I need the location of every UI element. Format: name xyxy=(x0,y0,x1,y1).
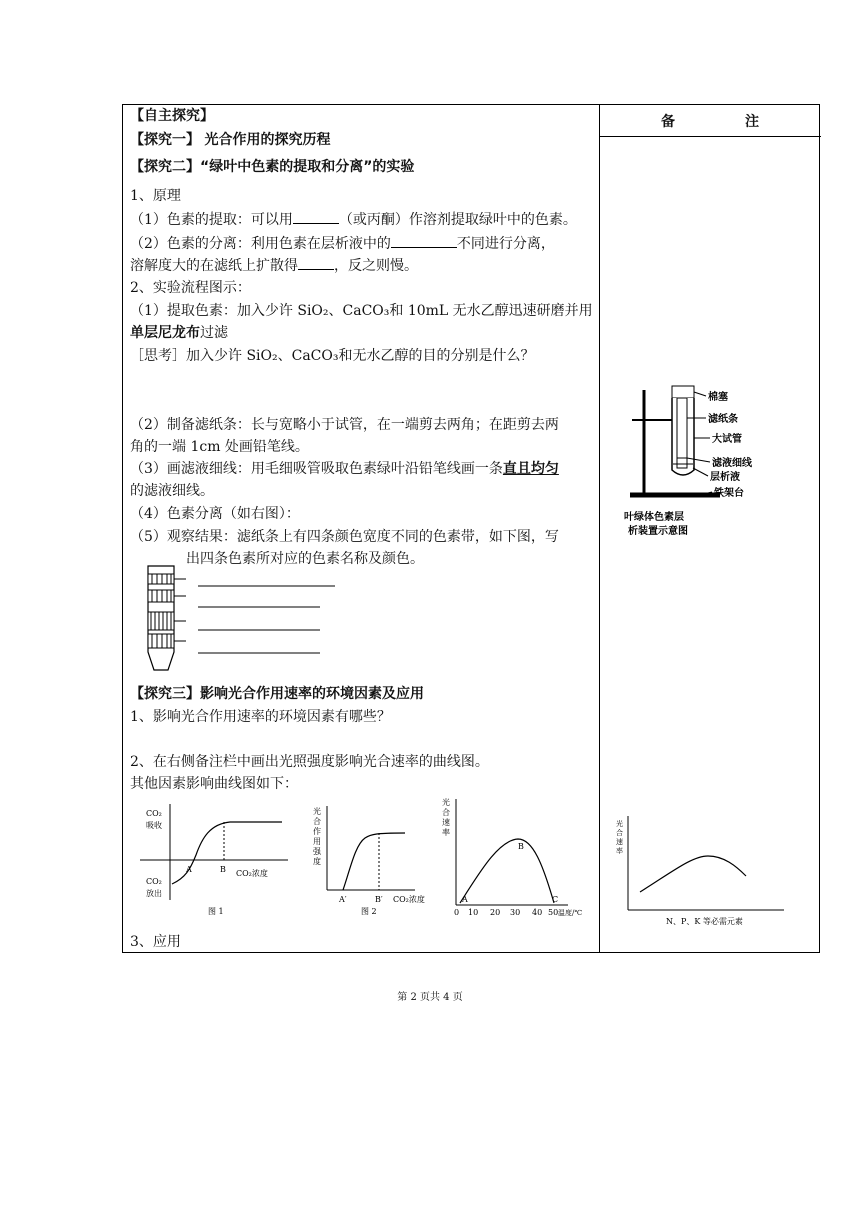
chromatography-apparatus xyxy=(620,380,780,540)
label-line: 滤液细线 xyxy=(712,458,752,469)
explore-three-title: 影响光合作用速率的环境因素及应用 xyxy=(200,686,424,702)
observe-line-1: （5）观察结果：滤纸条上有四条颜色宽度不同的色素带，如下图，写 xyxy=(130,529,559,545)
principle-2b: 不同进行分离， xyxy=(456,236,555,252)
fig1-bot2: 放出 xyxy=(146,889,162,898)
draw-line-1 xyxy=(130,459,559,479)
extract-line-1: （1）提取色素：加入少许 SiO₂、CaCO₃和 10mL 无水乙醇迅速研磨并用 xyxy=(130,303,593,319)
observe-line-2: 出四条色素所对应的色素名称及颜色。 xyxy=(186,551,424,567)
figure-2-co2-curve xyxy=(305,800,445,920)
fig2-b: B′ xyxy=(375,895,383,904)
fig1-a: A xyxy=(186,865,192,874)
fig3-tick-10: 10 xyxy=(468,908,479,917)
fig3-tick-40: 40 xyxy=(532,908,543,917)
figure-1-co2-curve xyxy=(140,800,290,920)
think-question: ［思考］加入少许 SiO₂、CaCO₃和无水乙醇的目的分别是什么？ xyxy=(130,348,535,364)
fig3-c: C xyxy=(552,895,559,904)
principle-3a: 溶解度大的在滤纸上扩散得 xyxy=(130,258,298,274)
fig3-b: B xyxy=(518,842,524,851)
fig3-tick-0: 0 xyxy=(454,908,460,917)
principle-line-1 xyxy=(130,209,577,230)
figure-4-npk-curve xyxy=(612,812,792,932)
draw-text: （3）画滤液细线：用毛细吸管吸取色素绿叶沿铅笔线画一条 xyxy=(130,461,503,477)
label-stand: 铁架台 xyxy=(714,488,744,499)
label-paper: 滤纸条 xyxy=(708,414,738,425)
straight-even-text: 直且均匀 xyxy=(502,461,559,477)
fig2-a: A′ xyxy=(339,895,347,904)
fig3-a: A xyxy=(462,895,468,904)
nylon-cloth-text: 单层尼龙布 xyxy=(130,325,200,341)
explore-three-heading xyxy=(130,684,424,704)
notes-header: 备 注 xyxy=(661,114,787,130)
notes-header-divider xyxy=(599,136,821,137)
label-solvent: 层析液 xyxy=(710,472,740,483)
label-tube: 大试管 xyxy=(712,434,742,445)
answer-blank[interactable] xyxy=(391,233,457,248)
fig1-bot1: CO₂ xyxy=(146,877,162,886)
principle-line-3 xyxy=(130,255,418,276)
question-4: 3、应用 xyxy=(130,934,181,950)
explore-two-title: “绿叶中色素的提取和分离”的实验 xyxy=(200,159,415,175)
fig2-x: CO₂浓度 xyxy=(393,895,425,904)
fig1-b: B xyxy=(220,865,226,874)
principle-heading: 1、原理 xyxy=(130,188,181,204)
fig1-top2: 吸收 xyxy=(146,821,162,830)
fig1-x: CO₂浓度 xyxy=(236,869,268,878)
question-2: 2、在右侧备注栏中画出光照强度影响光合速率的曲线图。 xyxy=(130,754,489,770)
page-footer: 第 2 页共 4 页 xyxy=(397,992,463,1003)
filter-strip-diagram xyxy=(140,560,340,680)
fig2-cap: 图 2 xyxy=(361,907,377,916)
extract-line-2 xyxy=(130,323,228,343)
paper-line-1: （2）制备滤纸条：长与宽略小于试管，在一端剪去两角；在距剪去两 xyxy=(130,417,559,433)
principle-3b: ，反之则慢。 xyxy=(334,258,418,274)
self-study-heading: 【自主探究】 xyxy=(130,108,214,124)
fig3-tick-20: 20 xyxy=(490,908,501,917)
fig3-tick-30: 30 xyxy=(510,908,521,917)
paper-line-2: 角的一端 1cm 处画铅笔线。 xyxy=(130,439,309,455)
fig3-y: 光合速率 xyxy=(442,798,450,837)
principle-2a: （2）色素的分离：利用色素在层析液中的 xyxy=(130,236,391,252)
flow-heading: 2、实验流程图示： xyxy=(130,280,251,296)
explore-two-heading xyxy=(130,157,414,177)
fig1-cap: 图 1 xyxy=(208,907,224,916)
question-3: 其他因素影响曲线图如下： xyxy=(130,776,298,792)
explore-one-title: 光合作用的探究历程 xyxy=(204,132,331,148)
principle-line-2 xyxy=(130,233,555,254)
caption-2: 析装置示意图 xyxy=(628,526,688,537)
explore-three-tag: 【探究三】 xyxy=(130,686,200,702)
fig3-x: 温度/℃ xyxy=(558,909,583,917)
explore-two-tag: 【探究二】 xyxy=(130,159,200,175)
principle-1b: （或丙酮）作溶剂提取绿叶中的色素。 xyxy=(338,212,577,228)
label-cotton: 棉塞 xyxy=(708,392,728,403)
explore-one-heading xyxy=(130,130,330,150)
fig4-x: N、P、K 等必需元素 xyxy=(666,917,743,926)
question-1: 1、影响光合作用速率的环境因素有哪些？ xyxy=(130,709,391,725)
draw-line-2: 的滤液细线。 xyxy=(130,483,214,499)
fig3-tick-50: 50 xyxy=(548,908,559,917)
explore-one-tag: 【探究一】 xyxy=(130,132,200,148)
answer-blank[interactable] xyxy=(298,255,334,270)
filter-text: 过滤 xyxy=(200,325,228,341)
fig4-y: 光合速率 xyxy=(616,820,623,855)
figure-3-temp-curve xyxy=(438,795,598,920)
principle-1a: （1）色素的提取：可以用 xyxy=(130,212,293,228)
separation-step: （4）色素分离（如右图）： xyxy=(130,506,300,522)
fig2-y: 光合作用强度 xyxy=(313,807,321,866)
column-divider xyxy=(599,105,600,952)
fig1-top1: CO₂ xyxy=(146,809,162,818)
answer-blank[interactable] xyxy=(293,209,339,224)
caption-1: 叶绿体色素层 xyxy=(624,512,684,523)
